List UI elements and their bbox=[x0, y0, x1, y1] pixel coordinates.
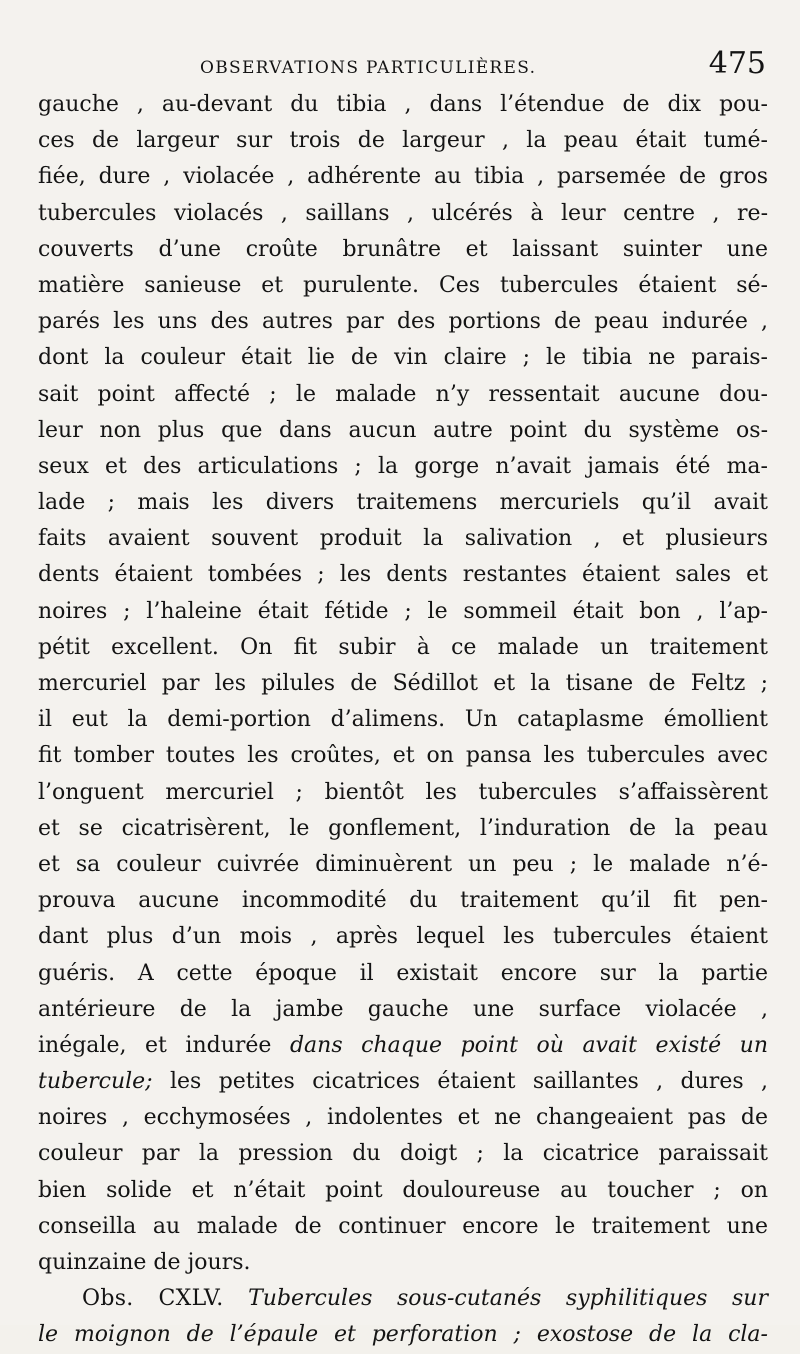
text-line: bien solide et n’était point douloureuse au toucher ; on bbox=[38, 1177, 768, 1203]
roman-text: inégale, et indurée bbox=[38, 1032, 290, 1058]
italic-text: dans chaque point où avait existé un bbox=[289, 1032, 769, 1058]
text-line-mixed bbox=[38, 1064, 768, 1100]
text-line: et se cicatrisèrent, le gonflement, l’induration de la peau bbox=[38, 815, 768, 841]
text-line: leur non plus que dans aucun autre point du système os- bbox=[38, 417, 768, 443]
text-line: seux et des articulations ; la gorge n’avait jamais été ma- bbox=[38, 453, 768, 479]
text-line: couverts d’une croûte brunâtre et laissant suinter une bbox=[38, 236, 768, 262]
observation-title: exostose de la cla- bbox=[520, 1322, 768, 1348]
text-line-mixed bbox=[38, 1028, 768, 1064]
running-title: OBSERVATIONS PARTICULIÈRES. bbox=[200, 58, 537, 78]
observation-title: le moignon de l’épaule et perforation ; bbox=[38, 1322, 521, 1348]
text-line: dont la couleur était lie de vin claire ; le tibia ne parais- bbox=[38, 345, 768, 371]
text-line: l’onguent mercuriel ; bientôt les tubercules s’affaissèrent bbox=[38, 779, 768, 805]
text-line: fit tomber toutes les croûtes, et on pansa les tubercules avec bbox=[38, 743, 768, 769]
text-line: conseilla au malade de continuer encore le traitement une bbox=[38, 1213, 768, 1239]
text-line: prouva aucune incommodité du traitement qu’il fit pen- bbox=[38, 888, 768, 914]
page-number: 475 bbox=[708, 46, 766, 81]
text-line: et sa couleur cuivrée diminuèrent un peu ; le malade n’é- bbox=[38, 851, 768, 877]
text-line: guéris. A cette époque il existait encore sur la partie bbox=[38, 960, 768, 986]
text-line: lade ; mais les divers traitemens mercuriels qu’il avait bbox=[38, 490, 768, 516]
text-line: matière sanieuse et purulente. Ces tubercules étaient sé- bbox=[38, 272, 768, 298]
text-line: noires , ecchymosées , indolentes et ne changeaient pas de bbox=[38, 1105, 768, 1131]
text-line: fiée, dure , violacée , adhérente au tibia , parsemée de gros bbox=[38, 164, 768, 190]
text-line: couleur par la pression du doigt ; la cicatrice paraissait bbox=[38, 1141, 768, 1167]
text-line: dents étaient tombées ; les dents restantes étaient sales et bbox=[38, 562, 768, 588]
text-line: noires ; l’haleine était fétide ; le sommeil était bon , l’ap- bbox=[38, 598, 768, 624]
text-line: faits avaient souvent produit la salivation , et plusieurs bbox=[38, 526, 768, 552]
italic-text: tubercule; bbox=[38, 1069, 153, 1095]
body-text bbox=[38, 87, 768, 1354]
text-line: tubercules violacés , saillans , ulcérés à leur centre , re- bbox=[38, 200, 768, 226]
text-line: parés les uns des autres par des portions de peau indurée , bbox=[38, 309, 768, 335]
text-line: mercuriel par les pilules de Sédillot et la tisane de Feltz ; bbox=[38, 671, 768, 696]
text-line: sait point affecté ; le malade n’y ressentait aucune dou- bbox=[38, 381, 768, 407]
text-line: gauche , au-devant du tibia , dans l’étendue de dix pou- bbox=[38, 92, 768, 117]
text-line: antérieure de la jambe gauche une surface violacée , bbox=[38, 996, 768, 1022]
text-line: dant plus d’un mois , après lequel les tubercules étaient bbox=[38, 924, 768, 950]
observation-heading-line bbox=[82, 1281, 768, 1317]
text-line: ces de largeur sur trois de largeur , la peau était tumé- bbox=[38, 128, 768, 154]
observation-label: Obs. CXLV. bbox=[82, 1286, 224, 1312]
observation-title-line bbox=[38, 1317, 768, 1353]
page-header bbox=[38, 46, 768, 88]
text-line: il eut la demi-portion d’alimens. Un cataplasme émollient bbox=[38, 707, 768, 733]
observation-title: Tubercules sous-cutanés syphilitiques sur bbox=[223, 1286, 768, 1312]
paragraph-end-line: quinzaine de jours. bbox=[38, 1250, 251, 1275]
text-line: pétit excellent. On fit subir à ce malade un traitement bbox=[38, 634, 768, 660]
roman-text: les petites cicatrices étaient saillantes , dures , bbox=[152, 1069, 768, 1095]
